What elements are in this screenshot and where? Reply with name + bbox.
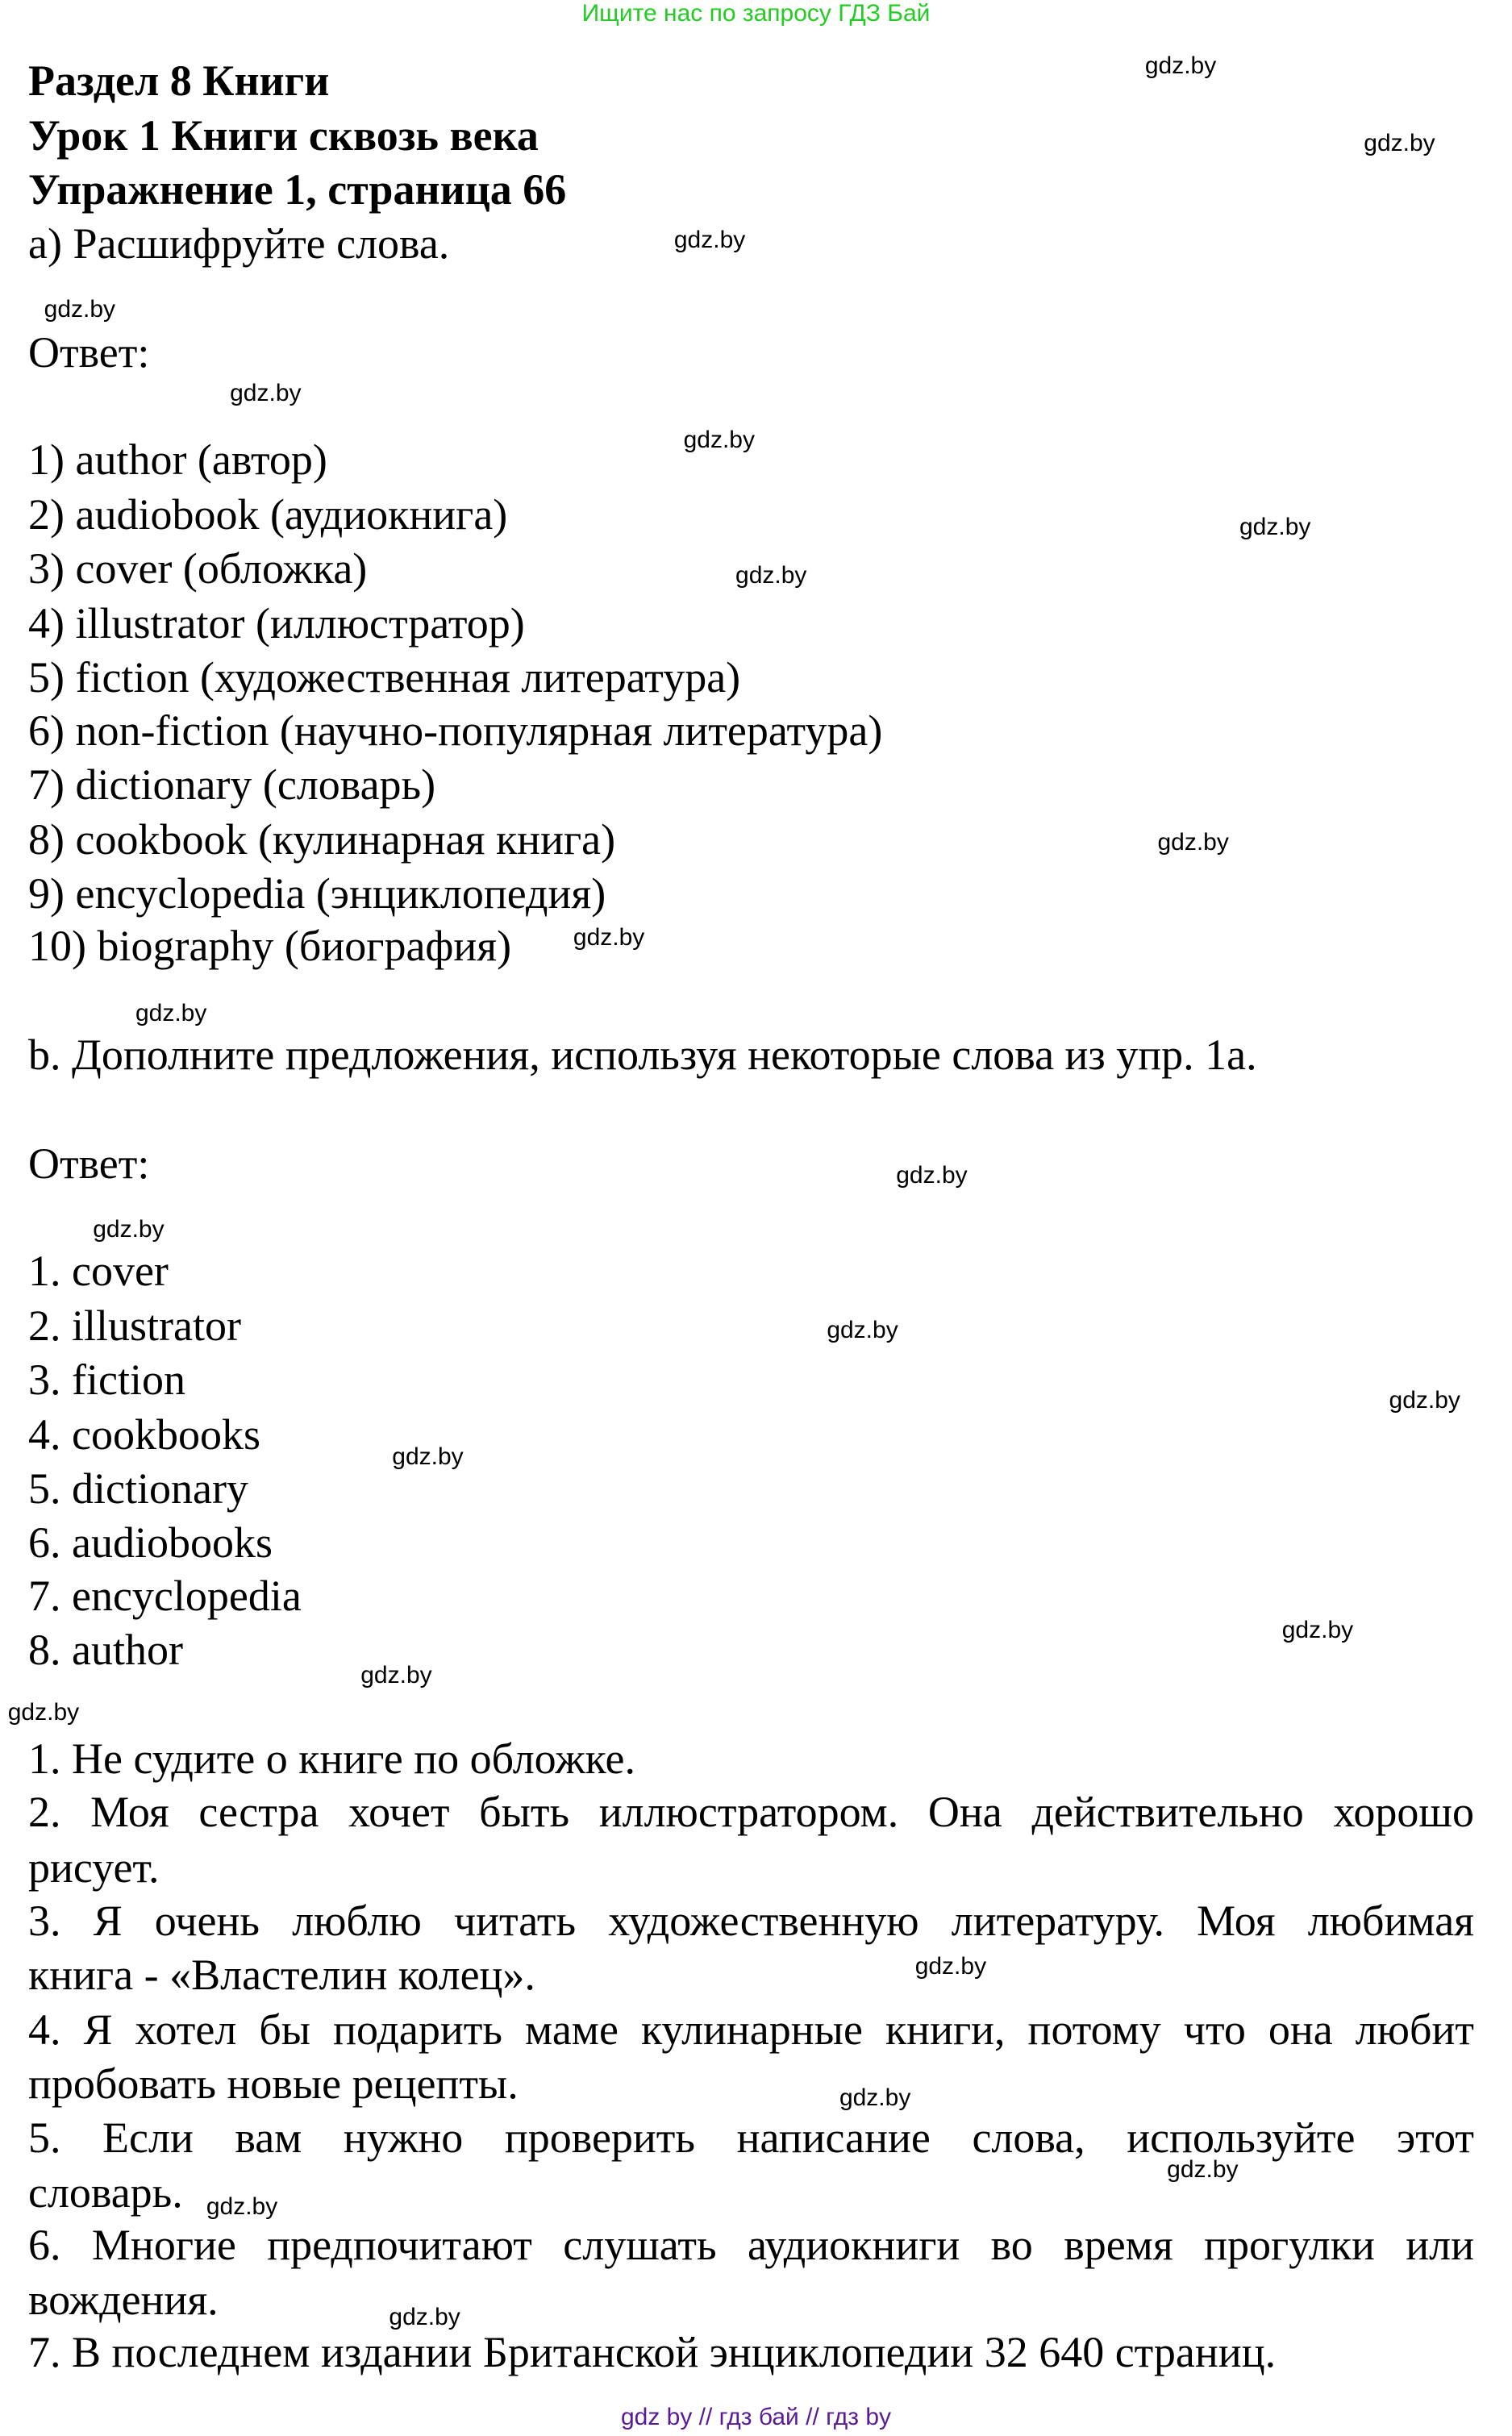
text-line: 7) dictionary (словарь)	[28, 760, 436, 810]
watermark-text: gdz.by	[93, 1216, 165, 1243]
text-line: 3) cover (обложка)	[28, 544, 368, 593]
text-line: 7. encyclopedia	[28, 1571, 302, 1620]
text-line: 8) cookbook (кулинарная книга)	[28, 814, 616, 864]
text-line: пробовать новые рецепты.	[28, 2059, 519, 2109]
text-line: 1. Не судите о книге по обложке.	[28, 1734, 635, 1784]
text-line: 5) fiction (художественная литература)	[28, 653, 741, 702]
text-line: 6. Многие предпочитают слушать аудиокниги во время прогулки или	[28, 2221, 1474, 2270]
watermark-text: gdz.by	[827, 1317, 898, 1344]
watermark-text: gdz.by	[673, 226, 746, 253]
watermark-text: gdz.by	[896, 1161, 968, 1189]
watermark-text: gdz.by	[839, 2084, 911, 2112]
text-line: 4) illustrator (иллюстратор)	[28, 598, 525, 648]
text-line: 3. fiction	[28, 1355, 185, 1405]
text-line: 5. Если вам нужно проверить написание слова, используйте этот	[28, 2113, 1474, 2163]
text-line: вождения.	[28, 2275, 219, 2324]
text-line: рисует.	[28, 1843, 160, 1893]
text-line: книга - «Властелин колец».	[28, 1951, 535, 2000]
watermark-text: gdz.by	[392, 1443, 464, 1470]
watermark-text: gdz.by	[206, 2193, 278, 2221]
text-line: 3. Я очень люблю читать художественную литературу. Моя любимая	[28, 1896, 1474, 1945]
watermark-text: gdz.by	[573, 923, 645, 951]
watermark-text: gdz.by	[735, 561, 807, 589]
text-line: словарь.	[28, 2167, 183, 2217]
text-line: 9) encyclopedia (энциклопедия)	[28, 868, 606, 918]
text-line: 7. В последнем издании Британской энциклопедии 32 640 страниц.	[28, 2328, 1277, 2377]
text-line: 6. audiobooks	[28, 1518, 273, 1568]
text-line: 4. cookbooks	[28, 1410, 260, 1459]
watermark-text: gdz.by	[1144, 52, 1217, 79]
text-line: 6) non-fiction (научно-популярная литература)	[28, 706, 883, 755]
heading-line: Урок 1 Книги сквозь века	[28, 110, 539, 160]
text-line: 1. cover	[28, 1247, 169, 1296]
watermark-text: gdz.by	[1364, 130, 1435, 157]
watermark-text: gdz.by	[44, 296, 116, 323]
watermark-text: gdz.by	[1281, 1617, 1354, 1644]
watermark-text: gdz.by	[230, 380, 302, 407]
watermark-text: gdz.by	[1239, 514, 1311, 541]
text-line: 1) author (автор)	[28, 435, 327, 485]
text-line: 2. illustrator	[28, 1301, 241, 1350]
text-line: b. Дополните предложения, используя некоторые слова из упр. 1a.	[28, 1031, 1257, 1080]
watermark-text: gdz.by	[1157, 829, 1229, 856]
heading-line: Упражнение 1, страница 66	[28, 165, 567, 214]
watermark-text: gdz.by	[360, 1662, 432, 1689]
footer-links[interactable]: gdz by // гдз бай // гдз by	[620, 2404, 892, 2430]
text-line: 5. dictionary	[28, 1464, 248, 1513]
search-banner[interactable]: Ищите нас по запросу ГДЗ Бай	[581, 0, 931, 27]
watermark-text: gdz.by	[7, 1699, 80, 1726]
watermark-text: gdz.by	[683, 427, 755, 454]
text-line: 10) biography (биография)	[28, 922, 512, 971]
text-line: Ответ:	[28, 328, 150, 377]
text-line: 2. Моя сестра хочет быть иллюстратором. Она действительно хорошо	[28, 1787, 1474, 1836]
text-line: 4. Я хотел бы подарить маме кулинарные книги, потому что она любит	[28, 2005, 1474, 2054]
heading-line: Раздел 8 Книги	[28, 56, 330, 106]
watermark-text: gdz.by	[389, 2304, 460, 2331]
watermark-text: gdz.by	[135, 1000, 207, 1027]
watermark-text: gdz.by	[1167, 2156, 1239, 2184]
watermark-text: gdz.by	[914, 1952, 987, 1980]
text-line: а) Расшифруйте слова.	[28, 219, 450, 269]
text-line: 8. author	[28, 1626, 183, 1675]
text-line: Ответ:	[28, 1139, 150, 1189]
text-line: 2) audiobook (аудиокнига)	[28, 489, 508, 539]
watermark-text: gdz.by	[1389, 1387, 1460, 1414]
